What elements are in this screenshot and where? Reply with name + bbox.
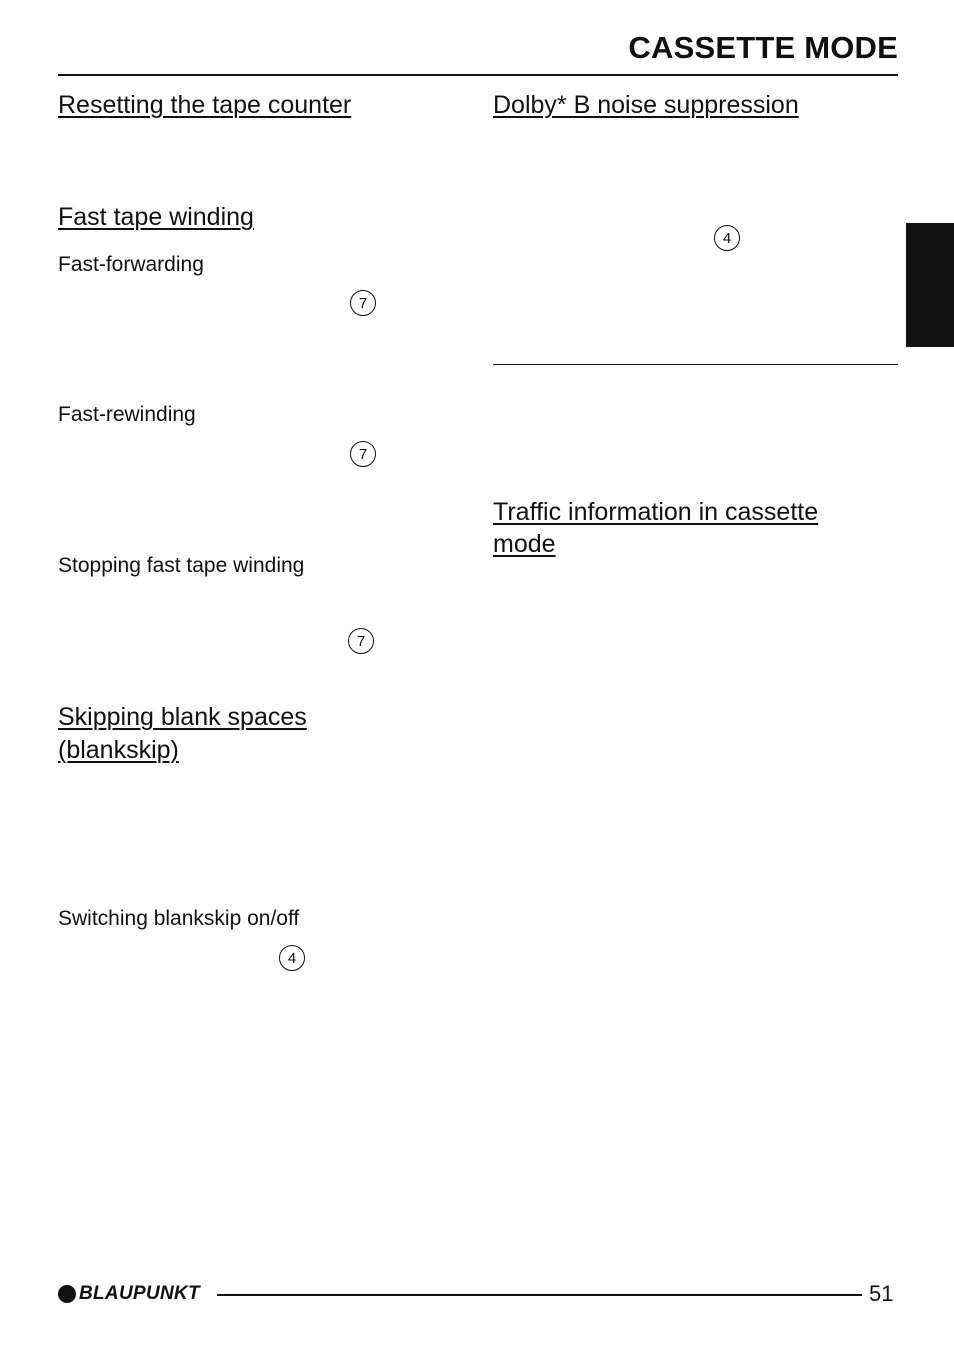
fast-forwarding-subheading: Fast-forwarding — [58, 253, 204, 276]
reset-counter-heading: Resetting the tape counter — [58, 91, 352, 119]
section-divider — [493, 364, 898, 365]
stopping-winding-subheading: Stopping fast tape winding — [58, 554, 305, 577]
traffic-heading-line2: mode — [493, 530, 556, 558]
key-4-icon: 4 — [279, 945, 305, 971]
title-divider — [58, 74, 898, 76]
blankskip-toggle-subheading: Switching blankskip on/off — [58, 907, 300, 930]
logo-dot-icon — [58, 1285, 76, 1303]
brand-logo — [58, 1283, 200, 1305]
key-7-icon: 7 — [348, 628, 374, 654]
fast-rewinding-subheading: Fast-rewinding — [58, 403, 196, 426]
footer-divider — [217, 1294, 862, 1296]
blankskip-heading-line2: (blankskip) — [58, 736, 179, 764]
blankskip-heading-line1: Skipping blank spaces — [58, 703, 307, 731]
brand-name: BLAUPUNKT — [79, 1283, 200, 1304]
key-7-icon: 7 — [350, 441, 376, 467]
dolby-heading: Dolby* B noise suppression — [493, 91, 799, 119]
key-7-icon: 7 — [350, 290, 376, 316]
section-tab-marker — [906, 223, 954, 347]
traffic-heading-line1: Traffic information in cassette — [493, 498, 819, 526]
page-title: CASSETTE MODE — [628, 30, 898, 65]
key-4-icon: 4 — [714, 225, 740, 251]
fast-winding-heading: Fast tape winding — [58, 203, 254, 231]
page-number: 51 — [869, 1281, 894, 1306]
